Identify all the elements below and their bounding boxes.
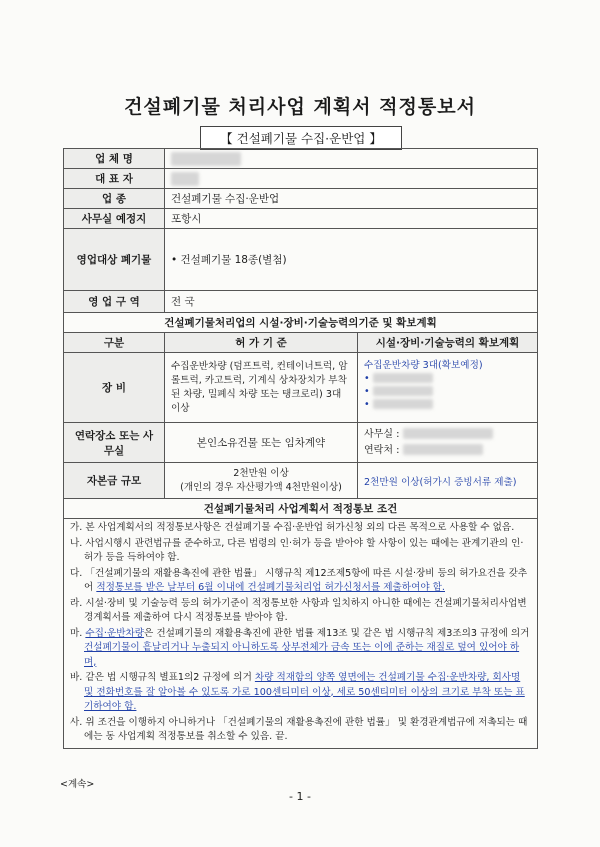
capital-criteria-1: 2천만원 이상 (233, 467, 289, 479)
document-subtitle: 【 건설폐기물 수집·운반업 】 (200, 126, 402, 150)
waste-value: • 건설폐기물 18종(별첨) (165, 229, 538, 291)
company-row (64, 149, 538, 169)
area-value: 전 국 (165, 291, 538, 313)
standards-col-criteria: 허 가 기 준 (165, 333, 358, 353)
area-label: 영 업 구 역 (64, 291, 165, 313)
equipment-label: 장 비 (64, 353, 165, 423)
contact-criteria: 본인소유건물 또는 임차계약 (165, 423, 358, 463)
office-label: 사무실 예정지 (64, 209, 165, 229)
page-number: - 1 - (289, 790, 311, 803)
conditions-section-row (64, 499, 538, 519)
condition-g: 사. 위 조건을 이행하지 아니하거나 「건설폐기물의 재활용촉진에 관한 법률」 및 환경관계법규에 저촉되는 때에는 동 사업계획 적정통보를 취소할 수 있음. 끝. (70, 716, 528, 742)
conditions-cell (64, 519, 538, 749)
standards-section-title: 건설폐기물처리업의 시설·장비·기술능력의기준 및 확보계획 (64, 313, 538, 333)
equipment-row (64, 353, 538, 423)
condition-c: 다. 「건설폐기물의 재활용촉진에 관한 법률」 시행규칙 제12조제5항에 따른 시설·장비 등의 허가요건을 갖추어 적정통보를 받은 날부터 6월 이내에 건설폐기물처리업 허가신청서를 제출하여야 함. (70, 567, 528, 593)
company-label: 업 체 명 (64, 149, 165, 169)
standards-col-category: 구분 (64, 333, 165, 353)
capital-criteria-cell (165, 463, 358, 499)
standards-col-plan: 시설·장비·기술능력의 확보계획 (358, 333, 538, 353)
notice-form-table (63, 148, 538, 749)
area-row (64, 291, 538, 313)
condition-a: 가. 본 사업계획서의 적정통보사항은 건설폐기물 수집·운반업 허가신청 외의 다른 목적으로 사용할 수 없음. (70, 522, 515, 533)
office-value: 포항시 (171, 213, 202, 225)
contact-plan-cell (358, 423, 538, 463)
capital-row (64, 463, 538, 499)
standards-section-row (64, 313, 538, 333)
equipment-plan: 수집운반차량 3대(확보예정) (364, 360, 483, 371)
equipment-plan-cell (358, 353, 538, 423)
condition-b: 나. 사업시행시 관련법규를 준수하고, 다른 법령의 인·허가 등을 받아야 할 사항이 있는 때에는 관계기관의 인·허가 등을 득하여야 함. (70, 537, 524, 563)
representative-redacted (171, 172, 199, 186)
representative-label: 대 표 자 (64, 169, 165, 189)
business-value: 건설폐기물 수집·운반업 (165, 189, 538, 209)
condition-f: 바. 같은 법 시행규칙 별표1의2 규정에 의거 차량 적재함의 양쪽 옆면에는 건설폐기물 수집·운반차량, 회사명 및 전화번호를 잘 알아볼 수 있도록 가로 100센티미터 이상, 세로 50센티미터 이상의 크기로 부착 또는 표기하여야 함. (70, 672, 525, 712)
capital-criteria-2: (개인의 경우 자산평가액 4천만원이상) (180, 481, 342, 493)
equipment-criteria: 수집운반차량 (덤프트럭, 컨테이너트럭, 암롤트럭, 카고트럭, 기계식 상차장치가 부착된 차량, 밀폐식 차량 또는 탱크로리) 3대 이상 (165, 353, 358, 423)
equipment-bullet-2: • (364, 386, 370, 397)
capital-plan: 2천만원 이상(허가시 증빙서류 제출) (358, 463, 538, 499)
capital-label: 자본금 규모 (64, 463, 165, 499)
conditions-row (64, 519, 538, 749)
business-row (64, 189, 538, 209)
condition-d: 라. 시설·장비 및 기술능력 등의 허가기준이 적정통보한 사항과 일치하지 아니한 때에는 건설폐기물처리사업변경계획서를 제출하여 다시 적정통보를 받아야 함. (70, 597, 527, 623)
equipment-bullet-3: • (364, 399, 370, 410)
contact-label: 연락장소 또는 사무실 (64, 423, 165, 463)
condition-e: 마. 수집·운반차량은 건설폐기물의 재활용촉진에 관한 법률 제13조 및 같은 법 시행규칙 제3조의3 규정에 의거 건설폐기물이 흩날리거나 누출되지 아니하도록 상부전체가 금속 또는 이에 준하는 재질로 덮여 있어야 하며, (70, 627, 530, 668)
contact-row (64, 423, 538, 463)
document-title: 건설폐기물 처리사업 계획서 적정통보서 (124, 96, 476, 118)
contact-phone: 연락처 : (364, 444, 400, 456)
continued-note: <계속> (60, 779, 95, 790)
conditions-section-title: 건설폐기물처리 사업계획서 적정통보 조건 (64, 499, 538, 519)
office-row (64, 209, 538, 229)
standards-header-row (64, 333, 538, 353)
representative-row (64, 169, 538, 189)
business-label: 업 종 (64, 189, 165, 209)
equipment-bullet-1: • (364, 373, 370, 384)
company-redacted (171, 152, 241, 166)
waste-label: 영업대상 폐기물 (64, 229, 165, 291)
contact-office: 사무실 : (364, 428, 400, 440)
waste-row (64, 229, 538, 291)
